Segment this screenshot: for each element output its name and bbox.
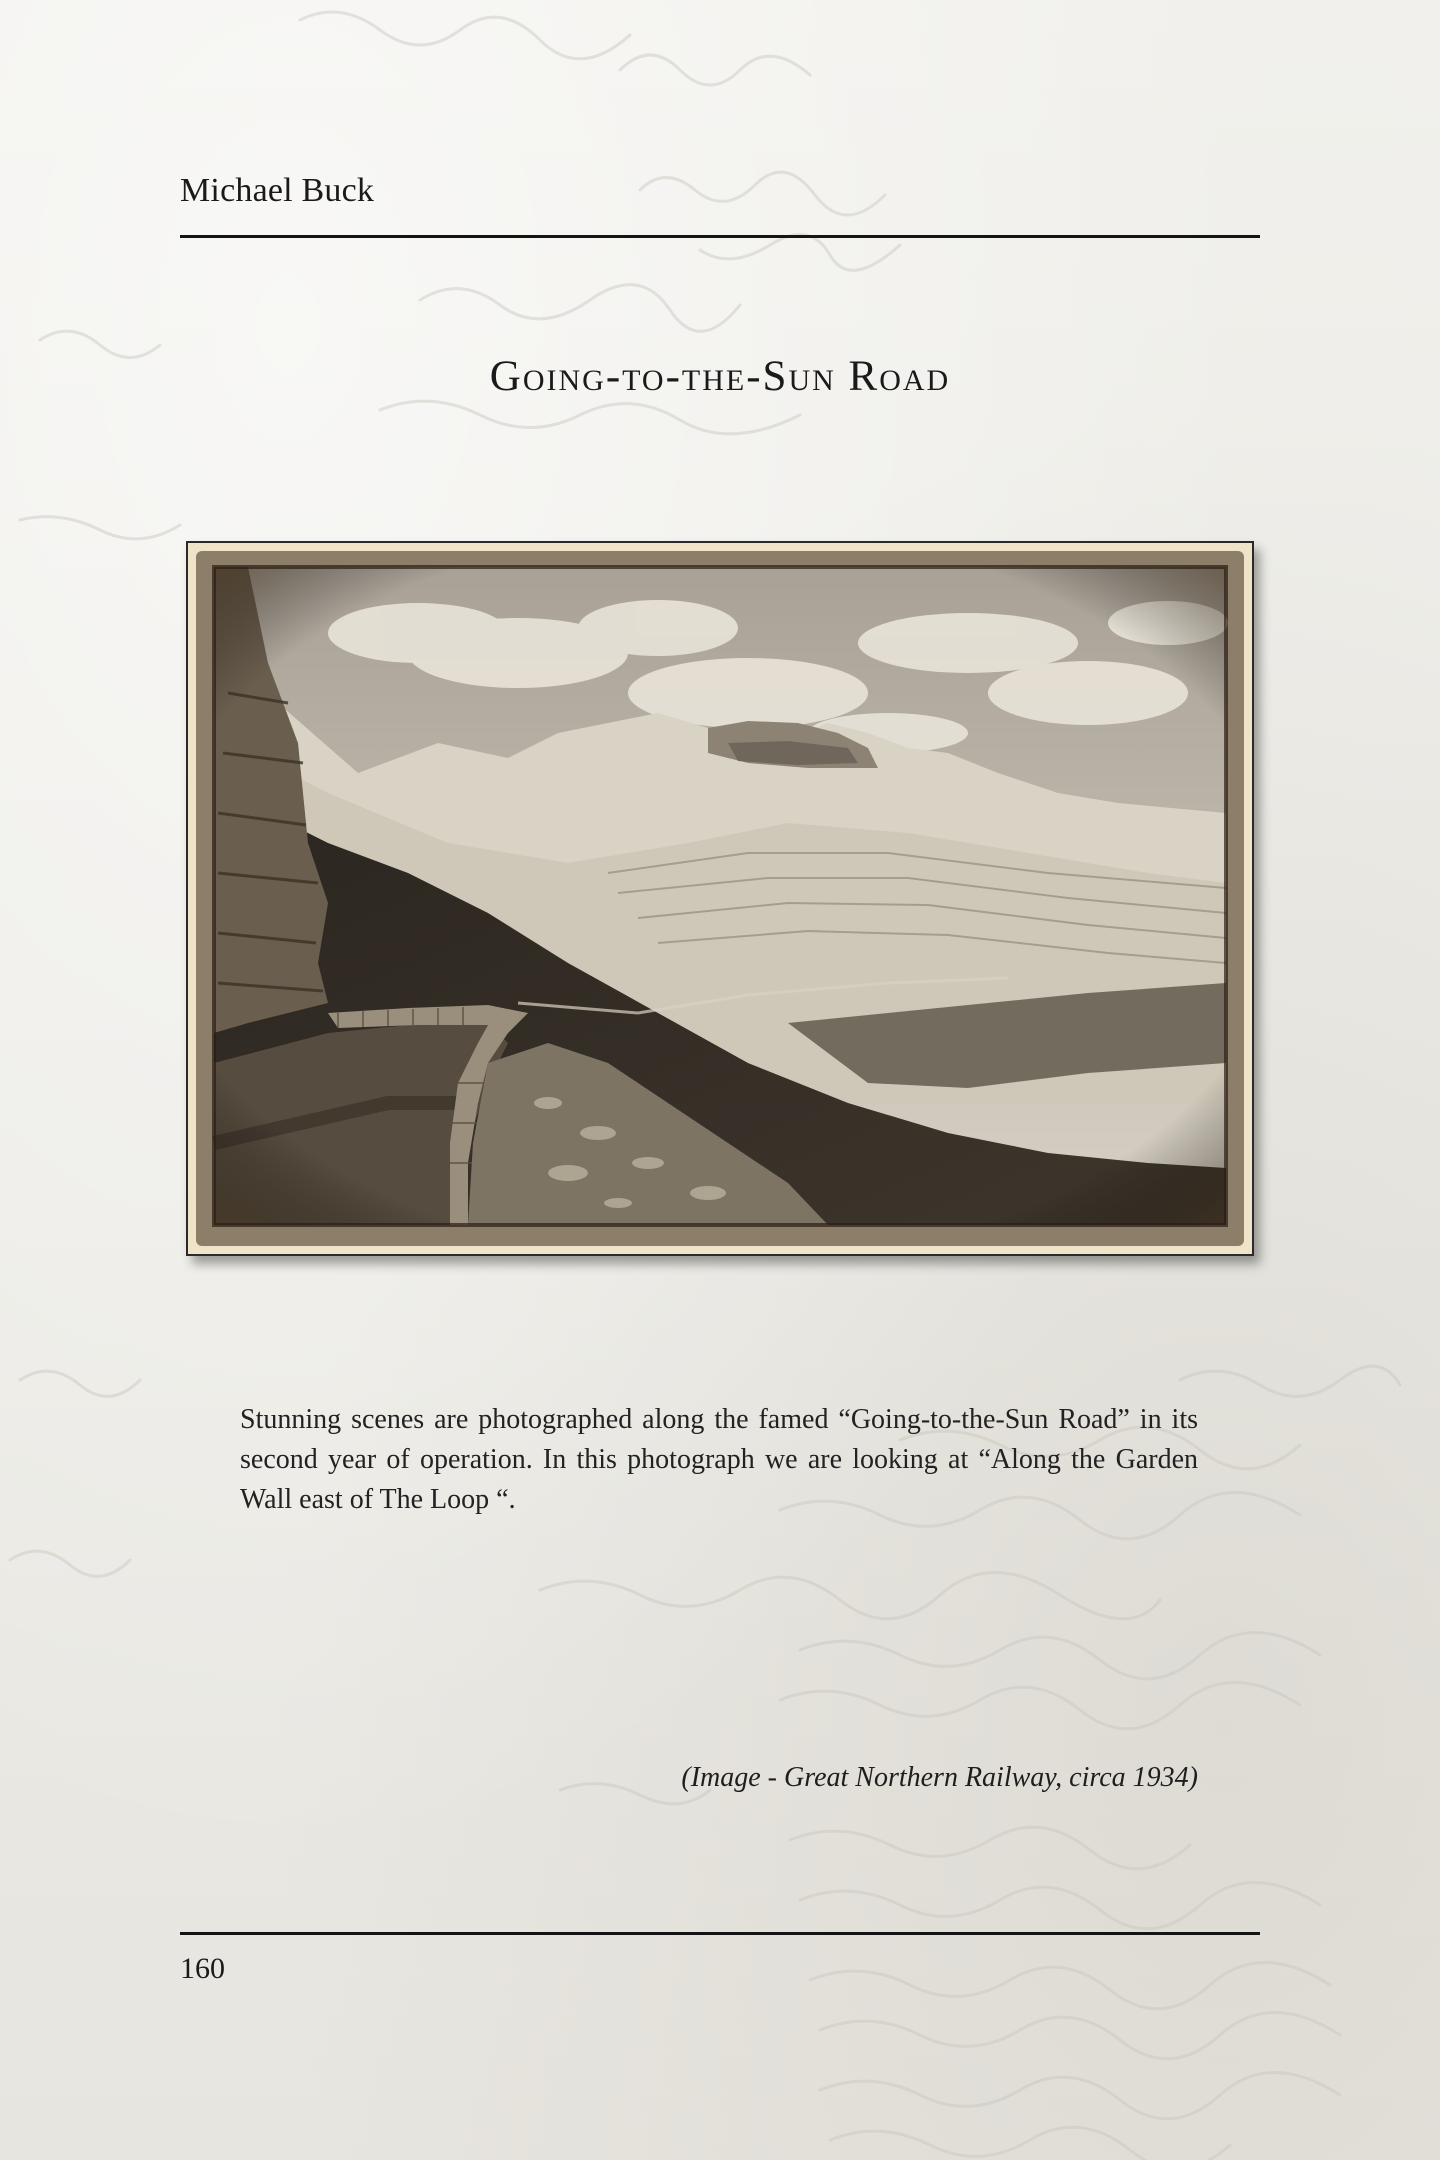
mountain-road-photo [188, 543, 1252, 1254]
footer-rule [180, 1932, 1260, 1935]
image-credit: (Image - Great Northern Railway, circa 1934) [681, 1762, 1198, 1793]
photo-caption: Stunning scenes are photographed along the famed “Going-to-the-Sun Road” in its second year of operation. In this photograph we are looking at “Along the Garden Wall east of The Loop “. [240, 1404, 1198, 1515]
historic-photograph [186, 541, 1254, 1256]
running-header-author: Michael Buck [180, 172, 375, 209]
header-rule [180, 235, 1260, 238]
chapter-title: Going-to-the-Sun Road [489, 353, 951, 400]
page-number: 160 [180, 1952, 225, 1985]
